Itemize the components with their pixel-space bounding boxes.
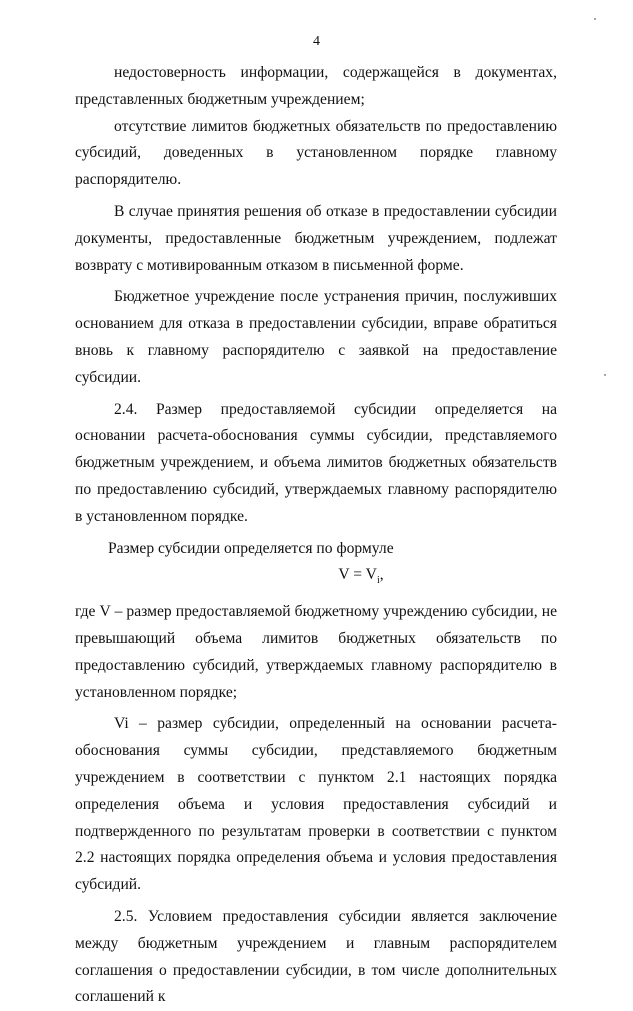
document-body: [75, 60, 557, 1011]
formula-suffix: ,: [379, 566, 384, 584]
paragraph: отсутствие лимитов бюджетных обязательств по предоставлению субсидий, доведенных в установленном порядке главному распорядителю.: [75, 117, 557, 189]
paragraph: недостоверность информации, содержащейся в документах, представленных бюджетным учреждением;: [75, 64, 557, 108]
formula-lhs: V = V: [338, 566, 377, 584]
paragraph: Vi – размер субсидии, определенный на основании расчета-обоснования суммы субсидии, представляемого бюджетным учреждением в соответствии с пунктом 2.1 настоящих порядка определения объема и условия предоставления субсидий и подтвержденного по результатам проверки в соответствии с пунктом 2.2 настоящих порядка определения объема и условия предоставления субсидий.: [75, 715, 557, 894]
paragraph: где V – размер предоставляемой бюджетному учреждению субсидии, не превышающий объема лимитов бюджетных обязательств по предоставлению субсидий, утверждаемых главному распорядителю в установленном порядке;: [75, 603, 557, 701]
formula-subscript: i: [376, 575, 380, 587]
paragraph: Размер субсидии определяется по формуле: [108, 539, 394, 557]
scan-speck: [604, 374, 606, 376]
paragraph: 2.5. Условием предоставления субсидии является заключение между бюджетным учреждением и главным распорядителем соглашения о предоставлении субсидии, в том числе дополнительных соглашений к: [75, 908, 557, 1006]
scan-speck: [594, 18, 596, 20]
paragraph: Бюджетное учреждение после устранения причин, послуживших основанием для отказа в предоставлении субсидии, вправе обратиться вновь к главному распорядителю с заявкой на предоставление субсидии.: [75, 288, 557, 386]
page-number: 4: [313, 34, 320, 49]
formula: [75, 562, 557, 595]
paragraph: 2.4. Размер предоставляемой субсидии определяется на основании расчета-обоснования суммы субсидии, представляемого бюджетным учреждением, и объема лимитов бюджетных обязательств по предоставлению субсидий, утверждаемых главному распорядителю в установленном порядке.: [75, 400, 557, 525]
paragraph: В случае принятия решения об отказе в предоставлении субсидии документы, предоставленные бюджетным учреждением, подлежат возврату с мотивированным отказом в письменной форме.: [75, 202, 557, 274]
